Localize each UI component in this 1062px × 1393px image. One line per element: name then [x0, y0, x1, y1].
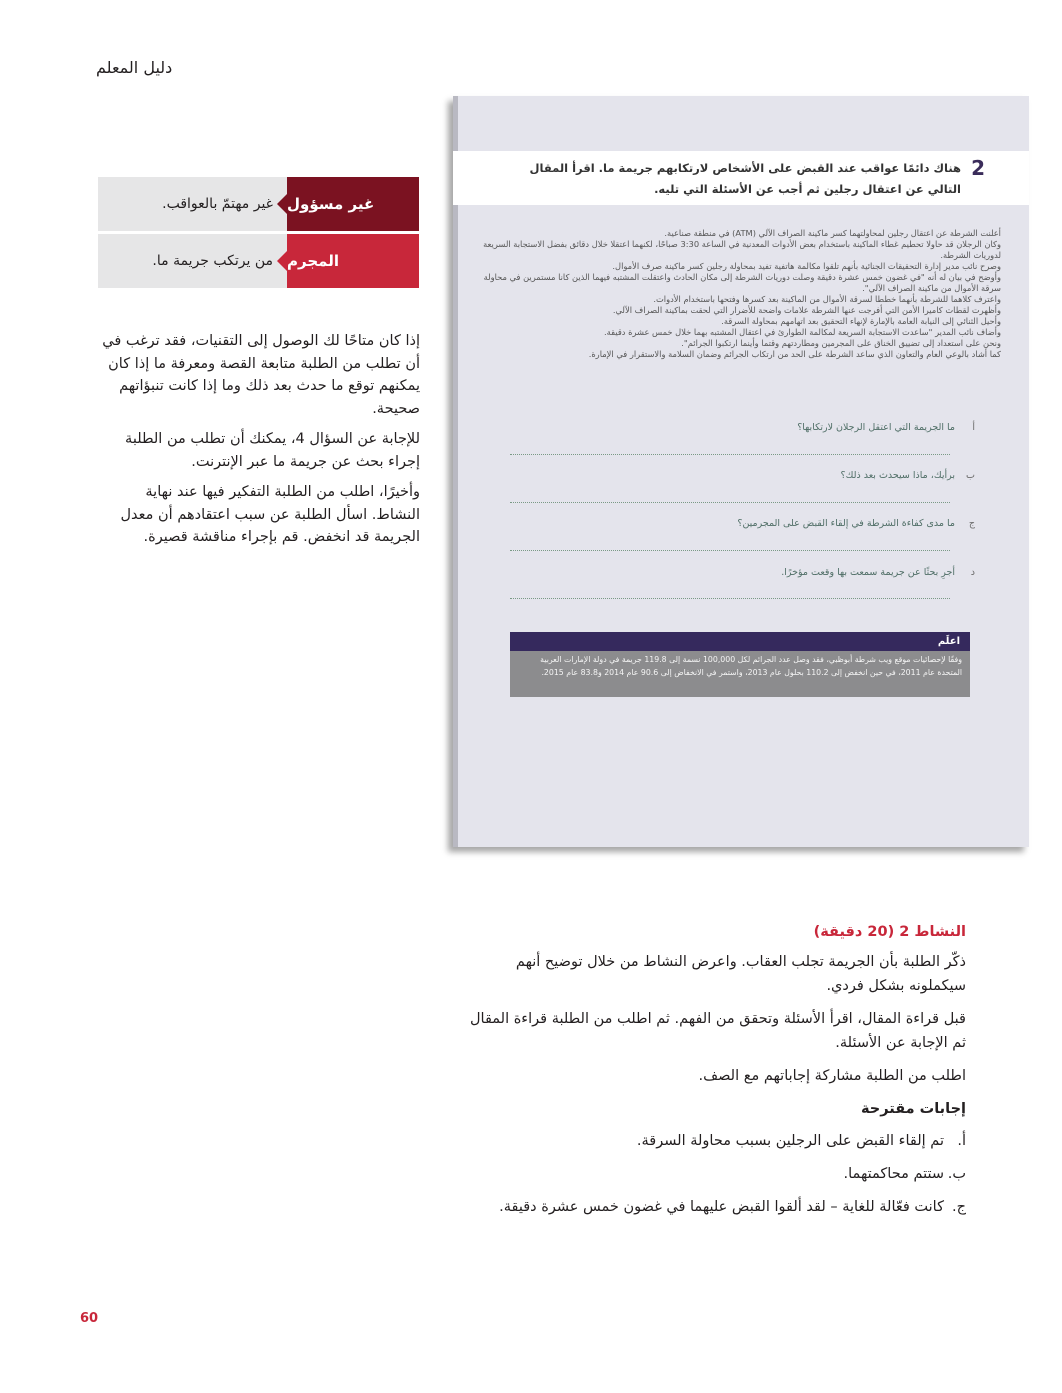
answer-line	[510, 454, 950, 455]
answer-text: كانت فعّالة للغاية – لقد ألقوا القبض عليهما في غضون خمس عشرة دقيقة.	[499, 1199, 944, 1215]
vocab-row	[98, 234, 419, 288]
answer-letter: ب.	[947, 1166, 966, 1182]
question-item	[840, 470, 975, 481]
question-text: ما مدى كفاءة الشرطة في إلقاء القبض على المجرمين؟	[737, 518, 955, 529]
note-paragraph: وأخيرًا، اطلب من الطلبة التفكير فيها عند نهاية النشاط. اسأل الطلبة عن سبب اعتقادهم أن معدل الجريمة قد انخفض. قم بإجراء مناقشة قصيرة.	[120, 484, 420, 545]
question-letter: ب	[966, 470, 975, 481]
vocab-definition: غير مهتمّ بالعواقب.	[162, 196, 273, 212]
activity-title: النشاط 2 (20 دقيقة)	[813, 924, 966, 940]
activity-section	[466, 920, 966, 1228]
know-box-title: اعلَم	[510, 632, 970, 651]
page-number: 60	[80, 1311, 99, 1326]
answer-letter: ج.	[952, 1199, 966, 1215]
question-letter: أ	[972, 422, 975, 433]
question-letter: ج	[968, 518, 975, 529]
article-line: وكان الرجلان قد حاولا تحطيم غطاء الماكينة باستخدام بعض الأدوات المعدنية في الساعة 3:30 صباحًا، لكنهما اعتقلا خلال دقائق بفضل الاستجابة السريعة لدوريات الشرطة.	[483, 239, 1001, 260]
question-item	[781, 567, 975, 578]
answer-line	[510, 550, 950, 551]
question-text: برأيك، ماذا سيحدث بعد ذلك؟	[840, 470, 955, 481]
answer-text: تم إلقاء القبض على الرجلين بسبب محاولة السرقة.	[636, 1133, 944, 1149]
page-edge	[453, 96, 458, 847]
question-text: أجرِ بحثًا عن جريمة سمعت بها وقعت مؤخرًا.	[781, 567, 955, 578]
activity-paragraph: ذكّر الطلبة بأن الجريمة تجلب العقاب. واعرض النشاط من خلال توضيح أنهم سيكملونه بشكل فردي.	[515, 954, 966, 994]
article-line: وأحيل الثنائي إلى النيابة العامة بالإمارة لإنهاء التحقيق بعد اتهامهم بمحاولة السرقة.	[721, 316, 1001, 326]
student-book-page	[453, 96, 1029, 847]
question-instructions: هناك دائمًا عواقب عند القبض على الأشخاص لارتكابهم جريمة ما. اقرأ المقال التالي عن اعتقال رجلين ثم أجب عن الأسئلة التي تليه.	[529, 161, 961, 196]
question-item	[737, 518, 975, 529]
article-line: كما أشاد بالوعي العام والتعاون الذي ساعد الشرطة على الحد من ارتكاب الجرائم وضمان السلامة والاستقرار في الإمارة.	[588, 349, 1001, 359]
activity-paragraph: قبل قراءة المقال، اقرأ الأسئلة وتحقق من الفهم. ثم اطلب من الطلبة قراءة المقال ثم الإجابة عن الأسئلة.	[469, 1011, 966, 1051]
article-line: ونحن على استعداد إلى تضييق الخناق على المجرمين ومطاردتهم وقتما وأينما ارتكبوا الجرائم".	[681, 338, 1001, 348]
header-title: دليل المعلم	[96, 58, 173, 77]
article-line: واعترف كلاهما للشرطة بأنهما خططا لسرقة الأموال من الماكينة بعد كسرها وفتحها باستخدام الأدوات.	[653, 294, 1001, 304]
answer-letter: أ.	[957, 1133, 966, 1149]
answer-text: ستتم محاكمتهما.	[843, 1166, 944, 1182]
activity-paragraph: اطلب من الطلبة مشاركة إجاباتهم مع الصف.	[698, 1068, 966, 1084]
vocab-definition: من يرتكب جريمة ما.	[152, 253, 273, 269]
question-letter: د	[970, 567, 975, 578]
answer-line	[510, 598, 950, 599]
article-line: وأوضح في بيان له أنه "في غضون خمس عشرة دقيقة وصلت دوريات الشرطة إلى مكان الحادث واعتقلت المشتبه فيهما الذين كانا مستمرين في محاولة سرقة الأموال من ماكينة الصراف الآلي".	[483, 272, 1001, 293]
question-number: 2	[971, 156, 985, 180]
vocabulary-table	[98, 177, 419, 291]
know-box-text: وفقًا لإحصائيات موقع ويب شرطة أبوظبي، فقد وصل عدد الجرائم لكل 100,000 نسمة إلى 119.8 جريمة في دولة الإمارات العربية المتحدة عام 2011، في حين انخفض إلى 110.2 بحلول عام 2013، واستمر في الانخفاض إلى 90.6 عام 2014 و83.8 عام 2015.	[510, 651, 970, 697]
question-item	[797, 422, 975, 433]
vocab-term: المجرم	[287, 234, 419, 288]
answer-item	[466, 1162, 966, 1186]
question-text: ما الجريمة التي اعتقل الرجلان لارتكابها؟	[797, 422, 955, 433]
answer-item	[466, 1195, 966, 1219]
article-line: وأظهرت لقطات كاميرا الأمن التي أفرجت عنها الشرطة علامات واضحة للأضرار التي لحقت بماكينة الصراف الآلي.	[612, 305, 1001, 315]
article-line: أعلنت الشرطة عن اعتقال رجلين لمحاولتهما كسر ماكينة الصراف الآلي (ATM) في منطقة صناعية.	[664, 228, 1001, 238]
article-line: وأضاف نائب المدير "ساعدت الاستجابة السريعة لمكالمة الطوارئ في اعتقال المشتبه بهما خلال خمس عشرة دقيقة.	[604, 327, 1001, 337]
answer-line	[510, 502, 950, 503]
article-line: وصرح نائب مدير إدارة التحقيقات الجنائية بأنهم تلقوا مكالمة هاتفية تفيد بمحاولة رجلين كسر ماكينة صرف الأموال.	[612, 261, 1001, 271]
vocab-term: غير مسؤول	[287, 177, 419, 231]
note-paragraph: للإجابة عن السؤال 4، يمكنك أن تطلب من الطلبة إجراء بحث عن جريمة ما عبر الإنترنت.	[125, 431, 420, 470]
teacher-notes	[100, 330, 420, 557]
answer-item	[466, 1129, 966, 1153]
vocab-row	[98, 177, 419, 231]
note-paragraph: إذا كان متاحًا لك الوصول إلى التقنيات، فقد ترغب في أن تطلب من الطلبة متابعة القصة ومعرفة ما إذا كان يمكنهم توقع ما حدث بعد ذلك وما إذا كانت تنبؤاتهم صحيحة.	[102, 333, 420, 417]
article-text	[481, 228, 1001, 360]
answers-title: إجابات مقترحة	[861, 1101, 966, 1117]
